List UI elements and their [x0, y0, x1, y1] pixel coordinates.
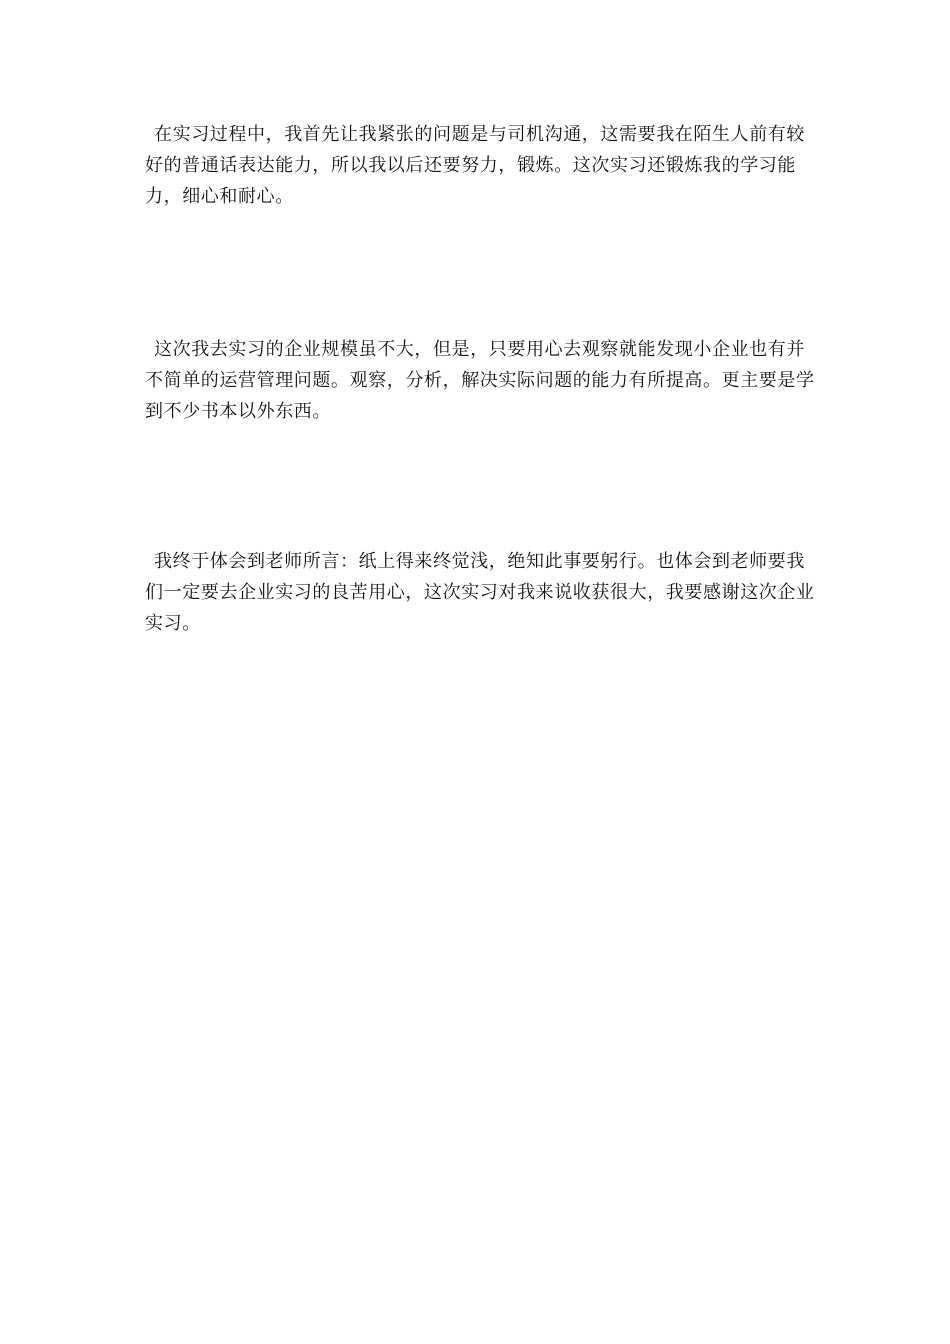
paragraph-2: 这次我去实习的企业规模虽不大，但是，只要用心去观察就能发现小企业也有并不简单的运营管理问题。观察，分析，解决实际问题的能力有所提高。更主要是学到不少书本以外东西。: [145, 339, 815, 422]
paragraph-3: 我终于体会到老师所言：纸上得来终觉浅，绝知此事要躬行。也体会到老师要我们一定要去企业实习的良苦用心，这次实习对我来说收获很大，我要感谢这次企业实习。: [145, 551, 815, 634]
paragraph-1: 在实习过程中，我首先让我紧张的问题是与司机沟通，这需要我在陌生人前有较好的普通话表达能力，所以我以后还要努力，锻炼。这次实习还锻炼我的学习能力，细心和耐心。: [145, 124, 805, 207]
